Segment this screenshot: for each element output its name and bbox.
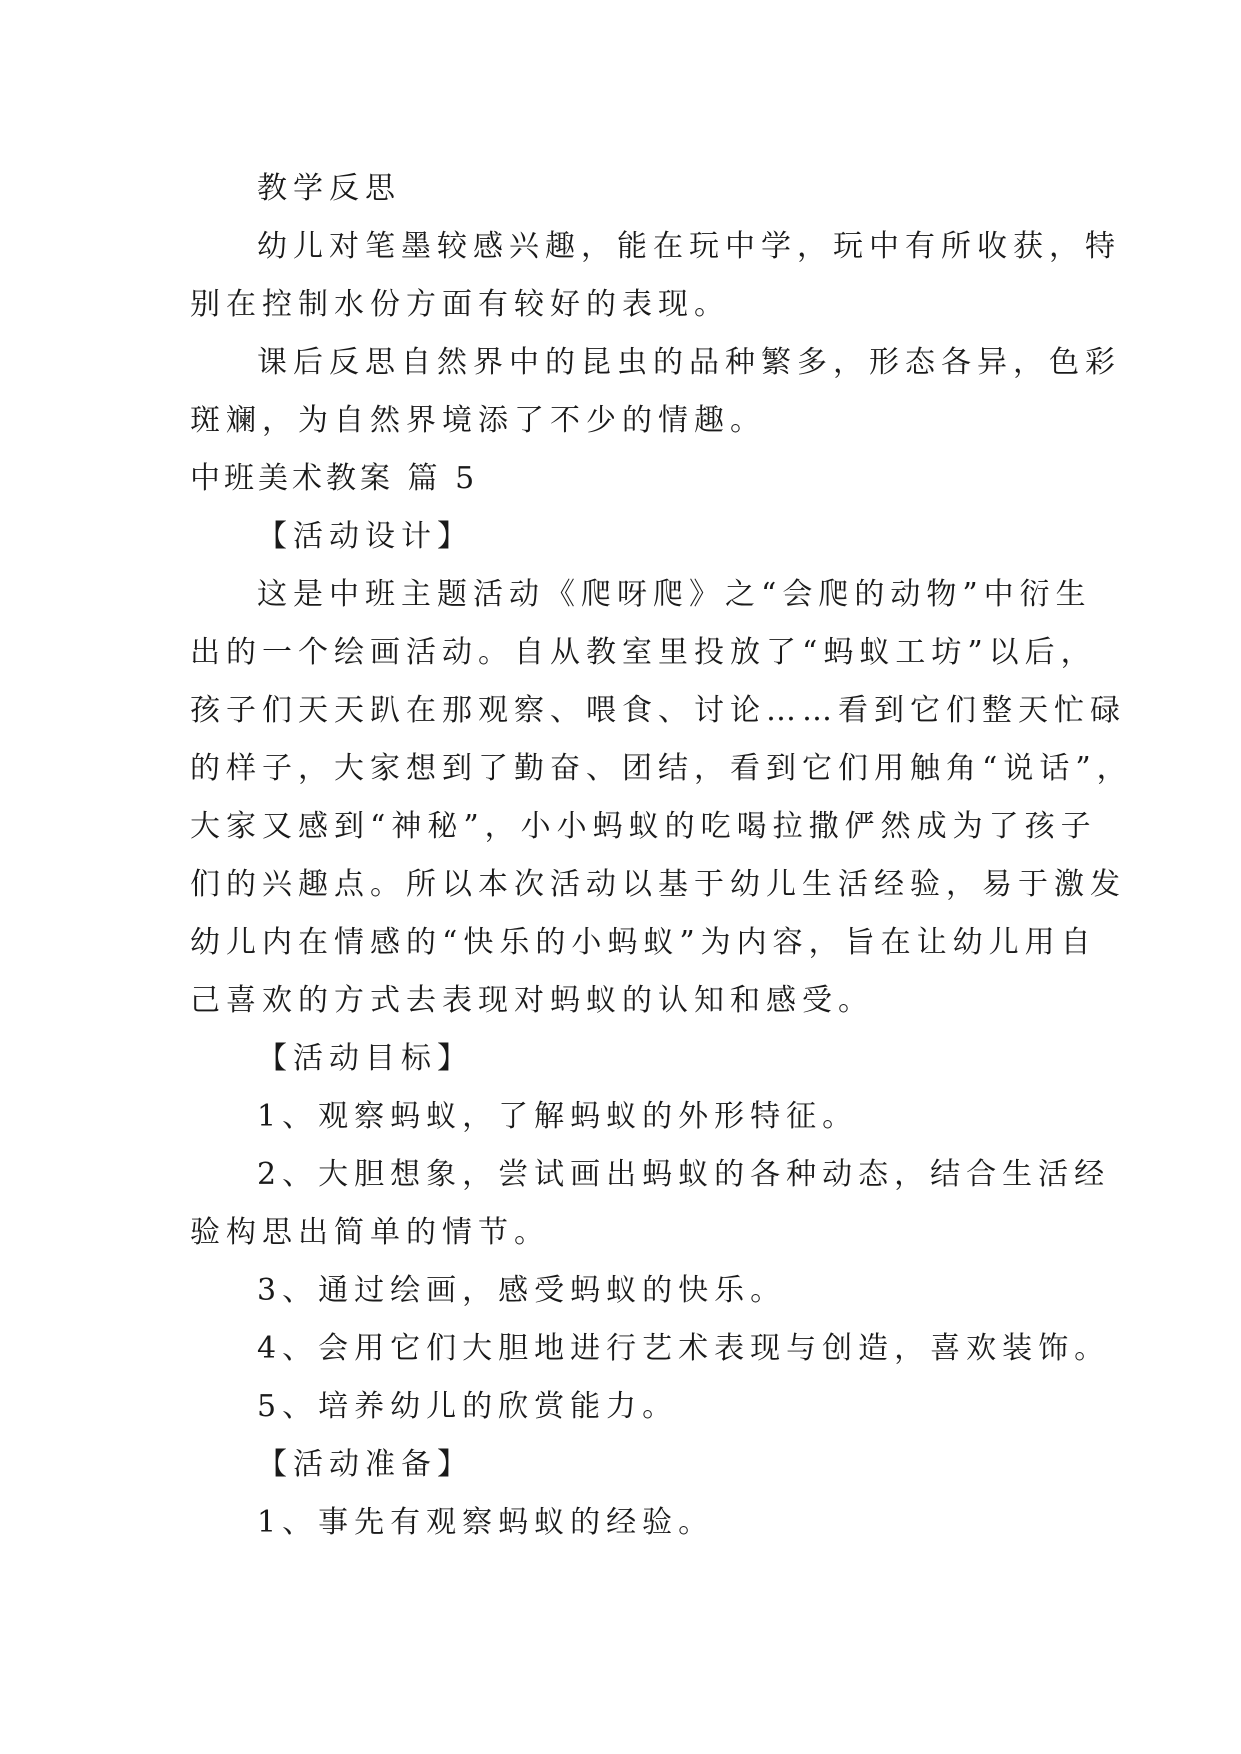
prep-item: 1、事先有观察蚂蚁的经验。 xyxy=(257,1505,715,1540)
document-body xyxy=(190,160,1133,1552)
goal-item-continuation: 验构思出简单的情节。 xyxy=(190,1215,550,1250)
paragraph-line: 出的一个绘画活动。自从教室里投放了“蚂蚁工坊”以后， xyxy=(190,635,1097,670)
goal-item: 5、培养幼儿的欣赏能力。 xyxy=(257,1389,679,1424)
goal-item: 3、通过绘画，感受蚂蚁的快乐。 xyxy=(257,1273,787,1308)
design-heading: 【活动设计】 xyxy=(257,519,473,554)
paragraph-line: 己喜欢的方式去表现对蚂蚁的认知和感受。 xyxy=(190,983,874,1018)
paragraph-line: 大家又感到“神秘”，小小蚂蚁的吃喝拉撒俨然成为了孩子 xyxy=(190,809,1097,844)
paragraph-line: 幼儿对笔墨较感兴趣，能在玩中学，玩中有所收获，特 xyxy=(257,229,1121,264)
paragraph-line: 孩子们天天趴在那观察、喂食、讨论……看到它们整天忙碌 xyxy=(190,693,1126,728)
paragraph-line: 别在控制水份方面有较好的表现。 xyxy=(190,287,730,322)
reflection-heading: 教学反思 xyxy=(257,171,401,206)
paragraph-line: 的样子，大家想到了勤奋、团结，看到它们用触角“说话”， xyxy=(190,751,1133,786)
prep-heading: 【活动准备】 xyxy=(257,1447,473,1482)
paragraph-line: 斑斓，为自然界境添了不少的情趣。 xyxy=(190,403,766,438)
paragraph-line: 幼儿内在情感的“快乐的小蚂蚁”为内容，旨在让幼儿用自 xyxy=(190,925,1097,960)
lesson-title: 中班美术教案 篇 5 xyxy=(190,461,479,496)
paragraph-line: 课后反思自然界中的昆虫的品种繁多，形态各异，色彩 xyxy=(257,345,1121,380)
goals-heading: 【活动目标】 xyxy=(257,1041,473,1076)
goal-item: 2、大胆想象，尝试画出蚂蚁的各种动态，结合生活经 xyxy=(257,1157,1111,1192)
goal-item: 4、会用它们大胆地进行艺术表现与创造，喜欢装饰。 xyxy=(257,1331,1111,1366)
paragraph-line: 们的兴趣点。所以本次活动以基于幼儿生活经验，易于激发 xyxy=(190,867,1126,902)
paragraph-line: 这是中班主题活动《爬呀爬》之“会爬的动物”中衍生 xyxy=(257,577,1092,612)
goal-item: 1、观察蚂蚁，了解蚂蚁的外形特征。 xyxy=(257,1099,859,1134)
